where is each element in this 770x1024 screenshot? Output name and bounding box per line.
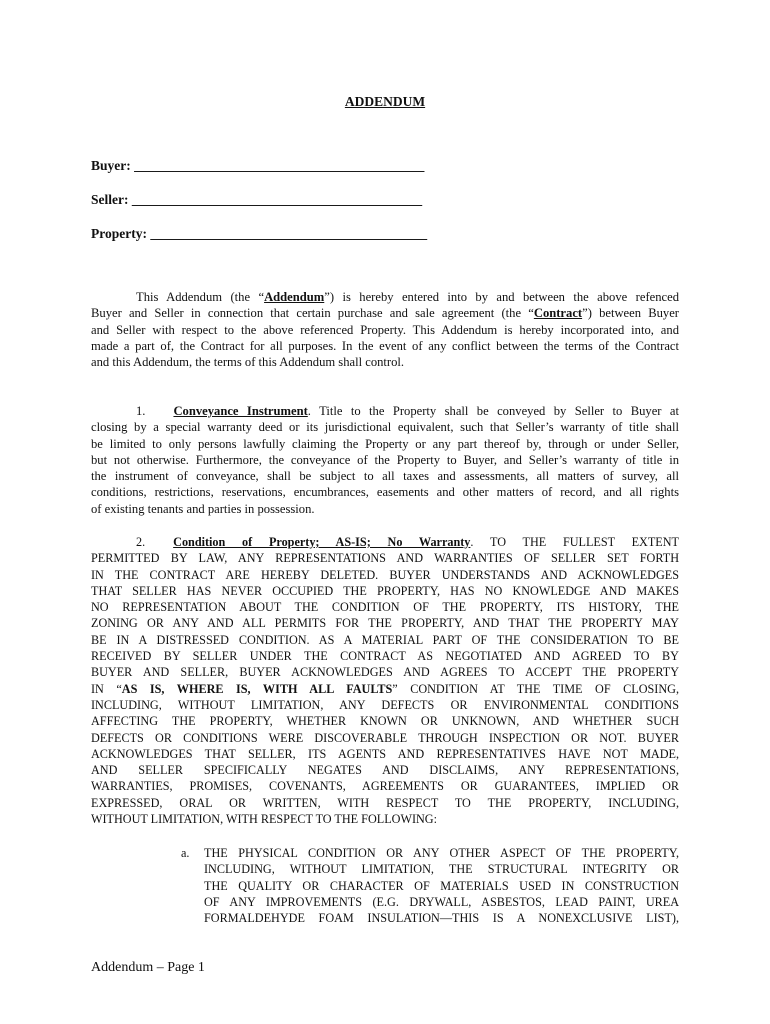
buyer-field: Buyer: ___________________________________________ [91, 158, 425, 173]
section-2-line: PERMITTED BY LAW, ANY REPRESENTATIONS AND WARRANTIES OF SELLER SET FORTH [91, 551, 679, 566]
section-2-line: THAT SELLER HAS NEVER OCCUPIED THE PROPERTY, HAS NO KNOWLEDGE AND MAKES [91, 583, 679, 598]
section-1-line: of existing tenants and parties in possession. [91, 501, 315, 516]
section-2-line: AFFECTING THE PROPERTY, WHETHER KNOWN OR UNKNOWN, AND WHETHER SUCH [91, 714, 679, 729]
section-1-line: closing by a special warranty deed or its jurisdictional equivalent, such that Seller’s warranty of title shall [91, 420, 679, 435]
section-2-line: AND SELLER SPECIFICALLY NEGATES AND DISCLAIMS, ANY REPRESENTATIONS, [91, 763, 679, 778]
intro-line [91, 305, 679, 321]
section-1-text: . Title to the Property shall be conveyed by Seller to Buyer at [307, 404, 679, 418]
addendum-defined-term: Addendum [264, 290, 325, 304]
intro-line: made a part of, the Contract for all purposes. In the event of any conflict between the terms of the Contract [91, 338, 679, 353]
section-1-line [91, 403, 679, 419]
section-2-number: 2. [136, 535, 146, 549]
contract-defined-term: Contract [533, 306, 583, 321]
section-1-line: be limited to only persons lawfully claiming the Property or any part thereof by, through or under Seller, [91, 436, 679, 451]
section-2-heading: Condition of Property; AS-IS; No Warranty [173, 535, 471, 549]
subitem-a-line: FORMALDEHYDE FOAM INSULATION—THIS IS A NONEXCLUSIVE LIST), [204, 911, 679, 926]
section-1 [91, 403, 679, 517]
section-2-line: BUYER AND SELLER, BUYER ACKNOWLEDGES AND AGREES TO ACCEPT THE PROPERTY [91, 665, 679, 680]
intro-line: and this Addendum, the terms of this Addendum shall control. [91, 355, 405, 370]
section-2 [91, 534, 679, 827]
section-2-line: IN THE CONTRACT ARE HEREBY DELETED. BUYER UNDERSTANDS AND ACKNOWLEDGES [91, 567, 679, 582]
section-1-line: conditions, restrictions, reservations, encumbrances, easements and other matters of record, and all rights [91, 485, 679, 500]
intro-line: and Seller with respect to the above referenced Property. This Addendum is hereby incorporated into, and [91, 322, 679, 337]
seller-field: Seller: ___________________________________________ [91, 192, 423, 207]
subitem-a-text: THE PHYSICAL CONDITION OR ANY OTHER ASPECT OF THE PROPERTY, [204, 846, 679, 860]
intro-text: This Addendum (the “ [136, 290, 265, 304]
section-2-line: ACKNOWLEDGES THAT SELLER, ITS AGENTS AND REPRESENTATIVES HAVE NOT MADE, [91, 746, 679, 761]
property-field: Property: _________________________________________ [91, 226, 428, 241]
section-2-line [91, 534, 679, 550]
subitem-a-line: OF ANY IMPROVEMENTS (E.G. DRYWALL, ASBESTOS, LEAD PAINT, UREA [204, 894, 679, 909]
section-2-line: EXPRESSED, ORAL OR WRITTEN, WITH RESPECT TO THE PROPERTY, INCLUDING, [91, 795, 679, 810]
intro-line [91, 289, 679, 305]
section-1-line: but not otherwise. Furthermore, the conveyance of the Property to Buyer, and Seller’s warranty of title in [91, 452, 679, 467]
section-2-line: ZONING OR ANY AND ALL PERMITS FOR THE PROPERTY, AND THAT THE PROPERTY MAY [91, 616, 679, 631]
subitem-a-line: THE QUALITY OR CHARACTER OF MATERIALS USED IN CONSTRUCTION [204, 878, 679, 893]
section-2-line: RECEIVED BY SELLER UNDER THE CONTRACT AS NEGOTIATED AND AGREED TO BY [91, 649, 679, 664]
section-1-number: 1. [136, 404, 146, 418]
document-title: ADDENDUM [344, 94, 426, 109]
intro-text: Buyer and Seller in connection that certain purchase and sale agreement (the “ [91, 306, 534, 321]
section-2-line: BE IN A DISTRESSED CONDITION. AS A MATERIAL PART OF THE CONSIDERATION TO BE [91, 632, 679, 647]
section-2-line: NO REPRESENTATION ABOUT THE CONDITION OF THE PROPERTY, ITS HISTORY, THE [91, 600, 679, 615]
intro-text: ”) is hereby entered into by and between the above refenced [324, 290, 679, 304]
section-2-text: . TO THE FULLEST EXTENT [470, 535, 679, 549]
section-1-line: the instrument of conveyance, shall be subject to all taxes and assessments, all matters of survey, all [91, 469, 679, 484]
section-2-text: IN “ [91, 681, 122, 696]
subitem-a-line: INCLUDING, WITHOUT LIMITATION, THE STRUCTURAL INTEGRITY OR [204, 862, 679, 877]
section-2-line: INCLUDING, WITHOUT LIMITATION, ANY DEFECTS OR ENVIRONMENTAL CONDITIONS [91, 697, 679, 712]
intro-paragraph [91, 289, 679, 370]
subitem-a [181, 845, 679, 926]
subitem-a-line [181, 845, 679, 861]
section-2-line: WARRANTIES, PROMISES, COVENANTS, AGREEMENTS OR GUARANTEES, IMPLIED OR [91, 779, 679, 794]
subitem-a-marker: a. [181, 846, 190, 860]
section-1-heading: Conveyance Instrument [173, 404, 308, 418]
section-2-line: WITHOUT LIMITATION, WITH RESPECT TO THE FOLLOWING: [91, 812, 437, 827]
section-2-text: ” CONDITION AT THE TIME OF CLOSING, [392, 681, 679, 696]
section-2-line: DEFECTS OR CONDITIONS WERE DISCOVERABLE THROUGH INSPECTION OR NOT. BUYER [91, 730, 679, 745]
as-is-phrase: AS IS, WHERE IS, WITH ALL FAULTS [121, 681, 393, 696]
page-footer: Addendum – Page 1 [91, 960, 205, 975]
section-2-line [91, 681, 679, 697]
intro-text: ”) between Buyer [582, 306, 679, 321]
